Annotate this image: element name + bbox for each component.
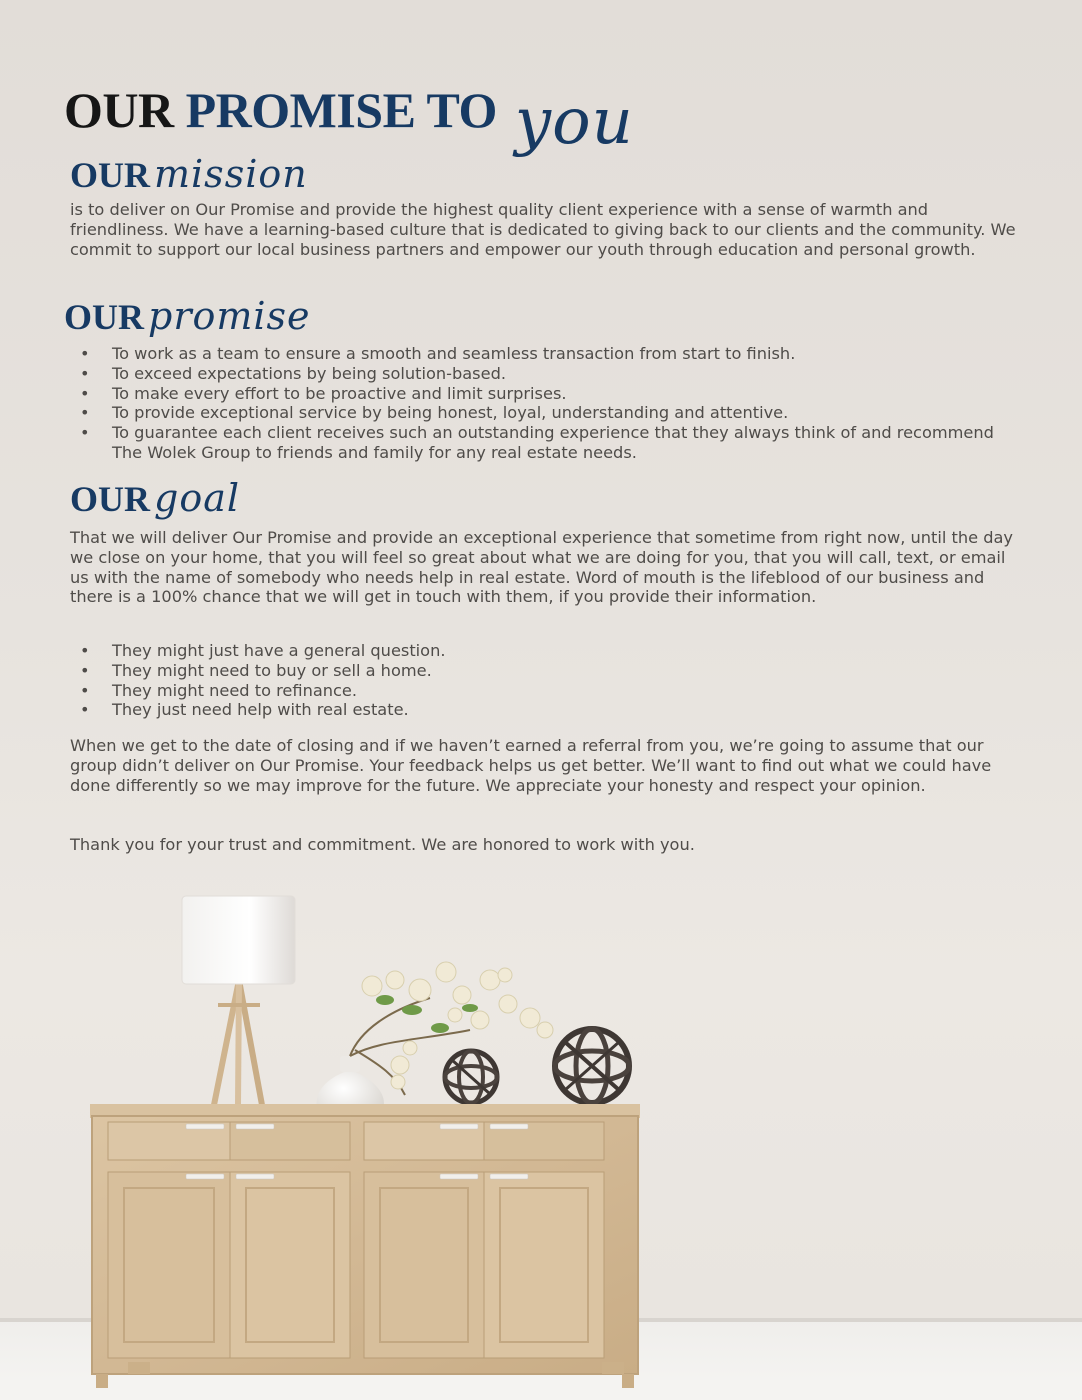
bullet: • — [80, 700, 90, 720]
title-script-you: you — [514, 85, 634, 159]
list-item-text: To guarantee each client receives such an outstanding experience that they always think of and recommend The Wolek Group to friends and family for any real estate needs. — [112, 423, 994, 462]
list-item-text: To make every effort to be proactive and limit surprises. — [112, 383, 567, 403]
title-promise-to: PROMISE TO — [185, 82, 497, 138]
list-item — [70, 364, 1020, 384]
mission-heading — [70, 154, 308, 195]
list-item — [70, 344, 1020, 364]
bullet: • — [80, 680, 90, 700]
list-item-text: They just need help with real estate. — [112, 700, 409, 720]
title-our: OUR — [64, 82, 174, 138]
bullet: • — [80, 363, 90, 383]
list-item — [70, 681, 1020, 701]
bullet: • — [80, 641, 90, 660]
interior-photo — [0, 880, 1082, 1400]
list-item-text: To provide exceptional service by being honest, loyal, understanding and attentive. — [112, 403, 789, 423]
goal-closing-text: When we get to the date of closing and if we haven’t earned a referral from you, we’re going to assume that our group didn’t deliver on Our Promise. Your feedback helps us get better. We’ll want to find out what we could have done differently so we may improve for the future. We appreciate your honesty and respect your opinion. — [70, 736, 992, 795]
bullet: • — [80, 344, 90, 363]
list-item — [70, 661, 1020, 681]
list-item — [70, 423, 1020, 463]
thank-you-text: Thank you for your trust and commitment. We are honored to work with you. — [70, 835, 695, 854]
mission-text: is to deliver on Our Promise and provide the highest quality client experience with a sense of warmth and friendliness. We have a learning-based culture that is dedicated to giving back to our clients and the community. We commit to support our local business partners and empower our youth through education and personal growth. — [70, 200, 1016, 259]
list-item-text: They might need to refinance. — [112, 680, 358, 700]
list-item-text: They might need to buy or sell a home. — [112, 660, 432, 680]
bullet: • — [80, 660, 90, 680]
promise-heading — [64, 296, 311, 337]
goal-heading-caps: OUR — [70, 479, 150, 519]
list-item — [70, 384, 1020, 404]
bullet: • — [80, 383, 90, 403]
list-item-text: To exceed expectations by being solution-based. — [112, 363, 506, 383]
promise-heading-script: promise — [148, 294, 311, 338]
lamp-icon — [182, 896, 295, 1105]
promise-heading-caps: OUR — [64, 297, 144, 337]
decor-sphere-large-icon — [555, 1029, 629, 1103]
list-item-text: To work as a team to ensure a smooth and seamless transaction from start to finish. — [112, 344, 796, 363]
list-item — [70, 403, 1020, 423]
promise-list — [70, 344, 1020, 463]
goal-heading — [70, 478, 240, 519]
sideboard-icon — [90, 1104, 640, 1388]
list-item-text: They might just have a general question. — [112, 641, 446, 660]
mission-heading-script: mission — [154, 152, 308, 196]
page-title — [64, 76, 634, 159]
goal-intro-text: That we will deliver Our Promise and provide an exceptional experience that sometime from right now, until the day we close on your home, that you will feel so great about what we are doing for you, that you will call, text, or email us with the name of somebody who needs help in real estate. Word of mouth is the lifeblood of our business and there is a 100% chance that we will get in touch with them, if you provide their information. — [70, 528, 1014, 607]
bullet: • — [80, 403, 90, 423]
goal-list — [70, 641, 1020, 720]
list-item — [70, 641, 1020, 661]
list-item — [70, 700, 1020, 720]
decor-sphere-small-icon — [445, 1051, 497, 1103]
mission-heading-caps: OUR — [70, 155, 150, 195]
flower-vase-icon — [317, 962, 553, 1123]
goal-heading-script: goal — [154, 476, 241, 520]
bullet: • — [80, 423, 90, 443]
